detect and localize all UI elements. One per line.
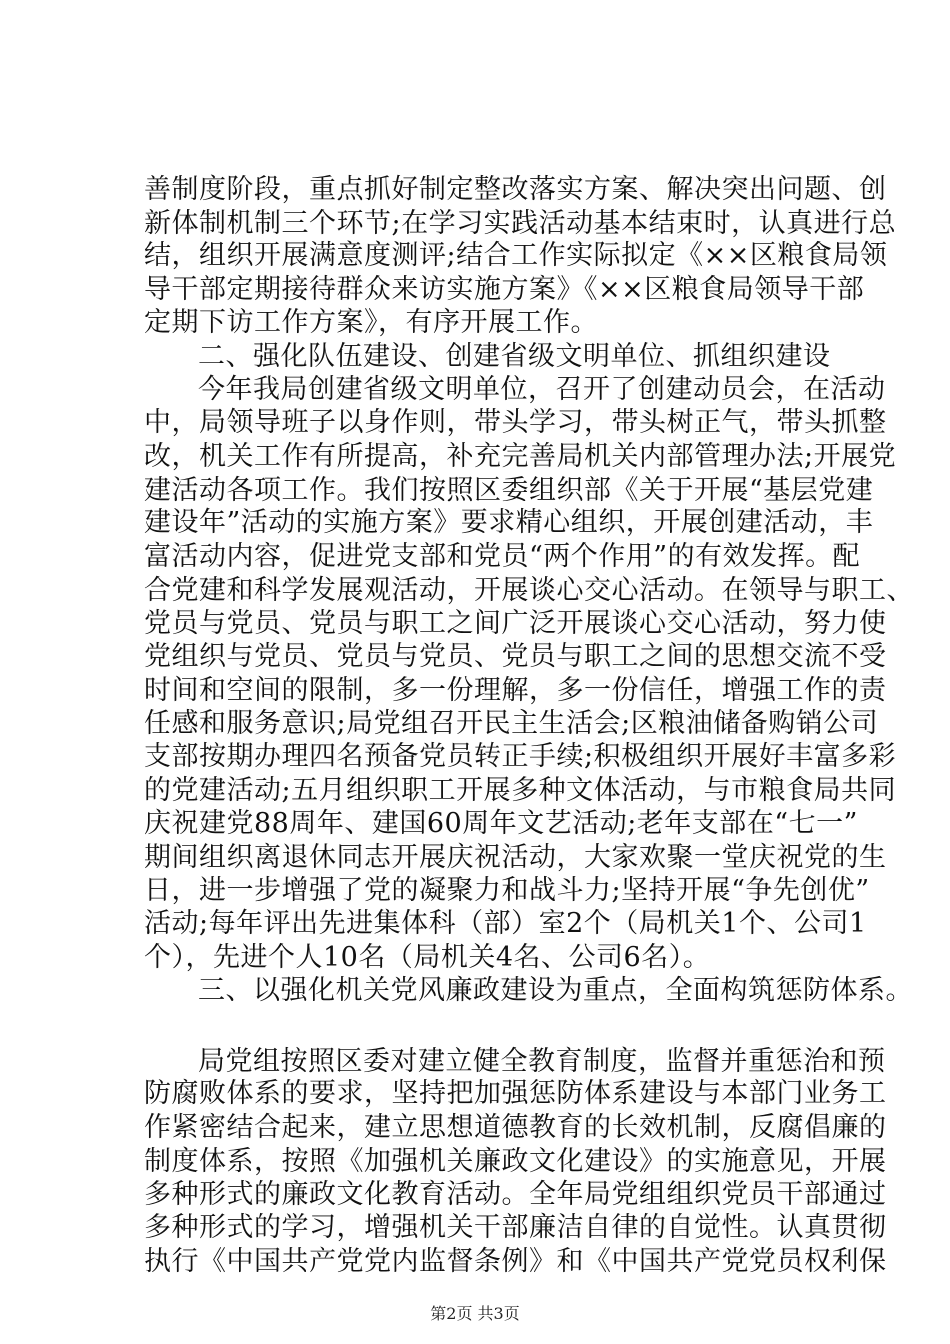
- body-line-13: 合党建和科学发展观活动，开展谈心交心活动。在领导与职工、: [144, 575, 914, 606]
- body-line-2: 新体制机制三个环节;在学习实践活动基本结束时，认真进行总: [144, 208, 897, 239]
- body-line-12: 富活动内容，促进党支部和党员“两个作用”的有效发挥。配: [144, 541, 861, 572]
- body-line-11: 建设年”活动的实施方案》要求精心组织，开展创建活动，丰: [144, 507, 874, 538]
- body-line-7: 今年我局创建省级文明单位，召开了创建动员会，在活动: [198, 374, 886, 405]
- body-line-10: 建活动各项工作。我们按照区委组织部《关于开展“基层党建: [144, 475, 874, 506]
- body-line-17: 任感和服务意识;局党组召开民主生活会;区粮油储备购销公司: [144, 708, 879, 739]
- body-line-4: 导干部定期接待群众来访实施方案》《××区粮食局领导干部: [144, 274, 865, 305]
- body-line-8: 中，局领导班子以身作则，带头学习，带头树正气，带头抓整: [144, 407, 887, 438]
- body-line-24: 个），先进个人10名（局机关4名、公司6名）。: [144, 942, 711, 973]
- body-line-26: 局党组按照区委对建立健全教育制度，监督并重惩治和预: [198, 1046, 886, 1077]
- body-line-30: 多种形式的廉政文化教育活动。全年局党组组织党员干部通过: [144, 1179, 887, 1210]
- body-line-27: 防腐败体系的要求，坚持把加强惩防体系建设与本部门业务工: [144, 1078, 887, 1109]
- body-line-32: 执行《中国共产党党内监督条例》和《中国共产党党员权利保: [144, 1246, 887, 1277]
- body-line-29: 制度体系，按照《加强机关廉政文化建设》的实施意见，开展: [144, 1146, 887, 1177]
- body-line-18: 支部按期办理四名预备党员转正手续;积极组织开展好丰富多彩: [144, 741, 897, 772]
- body-line-14: 党员与党员、党员与职工之间广泛开展谈心交心活动，努力使: [144, 608, 887, 639]
- body-line-16: 时间和空间的限制，多一份理解，多一份信任，增强工作的责: [144, 675, 887, 706]
- body-line-15: 党组织与党员、党员与党员、党员与职工之间的思想交流不受: [144, 641, 887, 672]
- body-line-1: 善制度阶段，重点抓好制定整改落实方案、解决突出问题、创: [144, 174, 887, 205]
- section-heading-2: 二、强化队伍建设、创建省级文明单位、抓组织建设: [198, 341, 831, 372]
- body-line-31: 多种形式的学习，增强机关干部廉洁自律的自觉性。认真贯彻: [144, 1212, 887, 1243]
- section-heading-3: 三、以强化机关党风廉政建设为重点，全面构筑惩防体系。: [198, 975, 913, 1006]
- body-line-9: 改，机关工作有所提高，补充完善局机关内部管理办法;开展党: [144, 441, 897, 472]
- body-line-5: 定期下访工作方案》，有序开展工作。: [144, 307, 598, 338]
- page-number-footer: 第2页 共3页: [430, 1304, 520, 1323]
- body-line-21: 期间组织离退休同志开展庆祝活动，大家欢聚一堂庆祝党的生: [144, 842, 887, 873]
- body-line-19: 的党建活动;五月组织职工开展多种文体活动，与市粮食局共同: [144, 775, 897, 806]
- body-line-22: 日，进一步增强了党的凝聚力和战斗力;坚持开展“争先创优”: [144, 875, 870, 906]
- body-line-23: 活动;每年评出先进集体科（部）室2个（局机关1个、公司1: [144, 908, 867, 939]
- body-line-28: 作紧密结合起来，建立思想道德教育的长效机制，反腐倡廉的: [144, 1112, 887, 1143]
- body-line-20: 庆祝建党88周年、建国60周年文艺活动;老年支部在“七一”: [144, 808, 858, 839]
- body-line-3: 结，组织开展满意度测评;结合工作实际拟定《××区粮食局领: [144, 240, 888, 271]
